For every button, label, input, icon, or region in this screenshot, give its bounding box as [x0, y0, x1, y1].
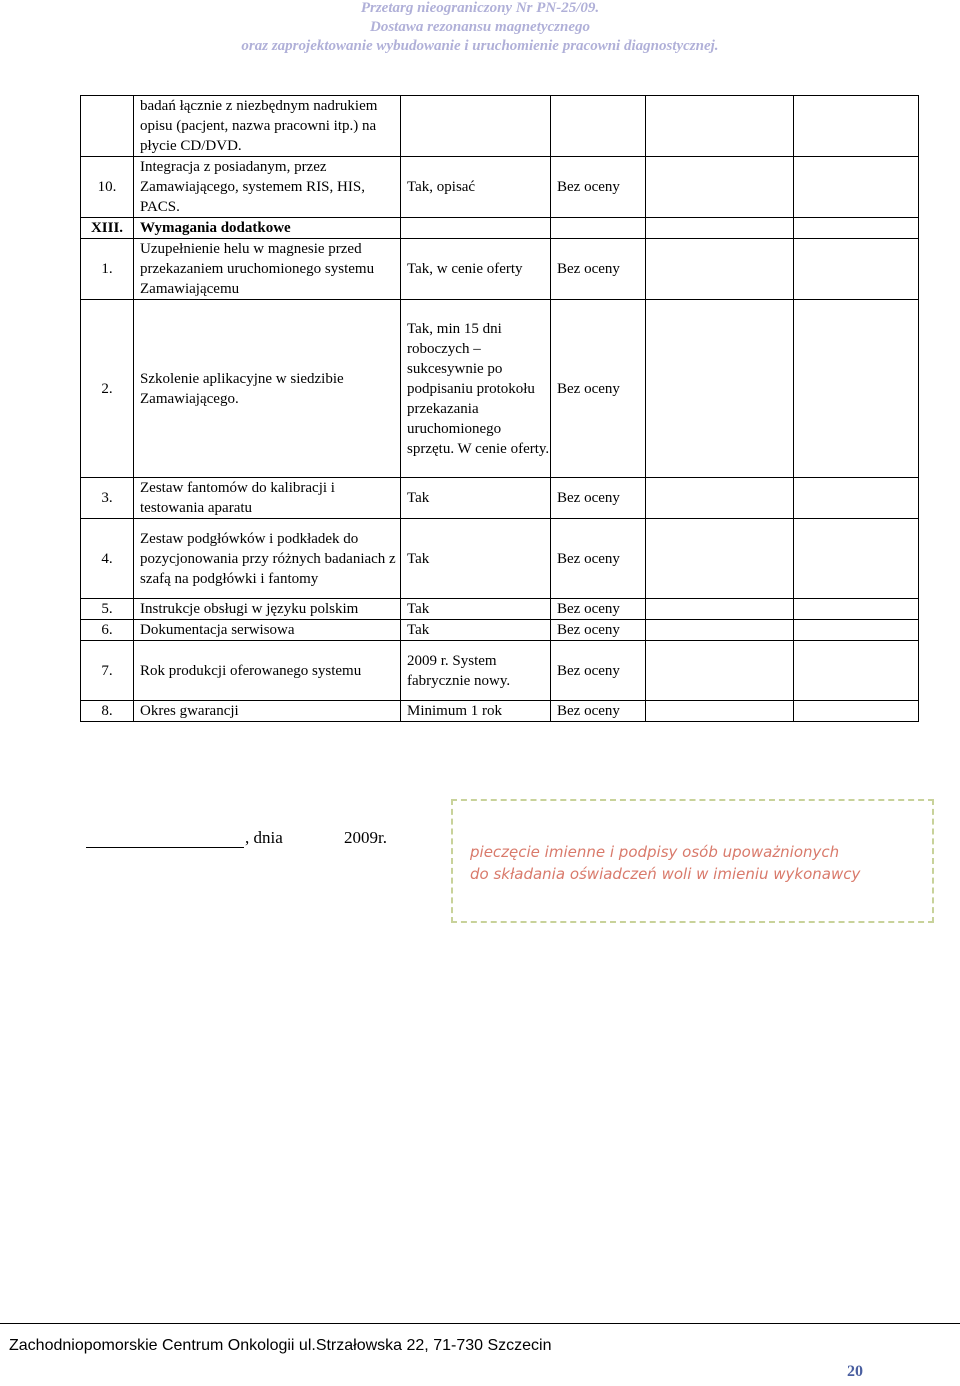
requirement-cell: Szkolenie aplikacyjne w siedzibie Zamawiającego. [134, 300, 401, 478]
header-subject: Dostawa rezonansu magnetycznego [369, 19, 591, 35]
row-number: 8. [81, 701, 134, 722]
requirement-cell: Okres gwarancji [134, 701, 401, 722]
stamp-caption-line: do składania oświadczeń woli w imieniu wykonawcy [470, 865, 861, 883]
answer-cell: 2009 r. System fabrycznie nowy. [401, 641, 551, 701]
requirement-cell: Dokumentacja serwisowa [134, 620, 401, 641]
requirement-cell: Uzupełnienie helu w magnesie przed przekazaniem uruchomionego systemu Zamawiającemu [134, 239, 401, 300]
rating-cell: Bez oceny [551, 300, 646, 478]
date-label: , dnia [245, 828, 283, 847]
answer-cell: Tak, min 15 dni roboczych – sukcesywnie po podpisaniu protokołu przekazania uruchomionego sprzętu. W cenie oferty. [401, 300, 551, 478]
row-number: 6. [81, 620, 134, 641]
requirement-cell: Instrukcje obsługi w języku polskim [134, 599, 401, 620]
stamp-caption-line: pieczęcie imienne i podpisy osób upoważnionych [470, 843, 840, 861]
table-row [81, 620, 919, 641]
section-number: XIII. [81, 218, 134, 239]
requirement-cell: badań łącznie z niezbędnym nadrukiem opisu (pacjent, nazwa pracowni itp.) na płycie CD/DVD. [134, 96, 401, 157]
rating-cell: Bez oceny [551, 599, 646, 620]
row-number: 10. [81, 157, 134, 218]
rating-cell: Bez oceny [551, 519, 646, 599]
footer-address: Zachodniopomorskie Centrum Onkologii ul.Strzałowska 22, 71-730 Szczecin [9, 1337, 552, 1354]
row-number: 4. [81, 519, 134, 599]
row-number: 5. [81, 599, 134, 620]
table-row [81, 599, 919, 620]
row-number: 2. [81, 300, 134, 478]
table-row [81, 157, 919, 218]
date-year: 2009r. [344, 828, 387, 847]
answer-cell: Tak [401, 478, 551, 519]
answer-cell: Tak, opisać [401, 157, 551, 218]
rating-cell: Bez oceny [551, 478, 646, 519]
footer-divider [0, 1323, 960, 1324]
header-subject-continued: oraz zaprojektowanie wybudowanie i uruchomienie pracowni diagnostycznej. [241, 38, 719, 54]
requirements-table [80, 95, 919, 722]
section-row [81, 218, 919, 239]
answer-cell: Minimum 1 rok [401, 701, 551, 722]
row-number: 3. [81, 478, 134, 519]
requirement-cell: Rok produkcji oferowanego systemu [134, 641, 401, 701]
requirement-cell: Integracja z posiadanym, przez Zamawiającego, systemem RIS, HIS, PACS. [134, 157, 401, 218]
row-number: 1. [81, 239, 134, 300]
date-blank-line [86, 847, 244, 848]
table-row [81, 641, 919, 701]
rating-cell: Bez oceny [551, 239, 646, 300]
requirement-cell: Zestaw podgłówków i podkładek do pozycjonowania przy różnych badaniach z szafą na podgłówki i fantomy [134, 519, 401, 599]
table-row [81, 239, 919, 300]
answer-cell: Tak [401, 620, 551, 641]
answer-cell: Tak, w cenie oferty [401, 239, 551, 300]
table-row [81, 701, 919, 722]
rating-cell: Bez oceny [551, 620, 646, 641]
signature-stamp-caption [470, 841, 860, 885]
table-row [81, 519, 919, 599]
requirement-cell: Zestaw fantomów do kalibracji i testowania aparatu [134, 478, 401, 519]
section-title: Wymagania dodatkowe [134, 218, 401, 239]
header-tender-number: Przetarg nieograniczony Nr PN-25/09. [360, 0, 600, 16]
rating-cell: Bez oceny [551, 157, 646, 218]
table-row [81, 300, 919, 478]
table-row [81, 478, 919, 519]
rating-cell: Bez oceny [551, 641, 646, 701]
table-row [81, 96, 919, 157]
answer-cell: Tak [401, 519, 551, 599]
row-number: 7. [81, 641, 134, 701]
answer-cell: Tak [401, 599, 551, 620]
rating-cell: Bez oceny [551, 701, 646, 722]
page-number: 20 [847, 1363, 863, 1380]
